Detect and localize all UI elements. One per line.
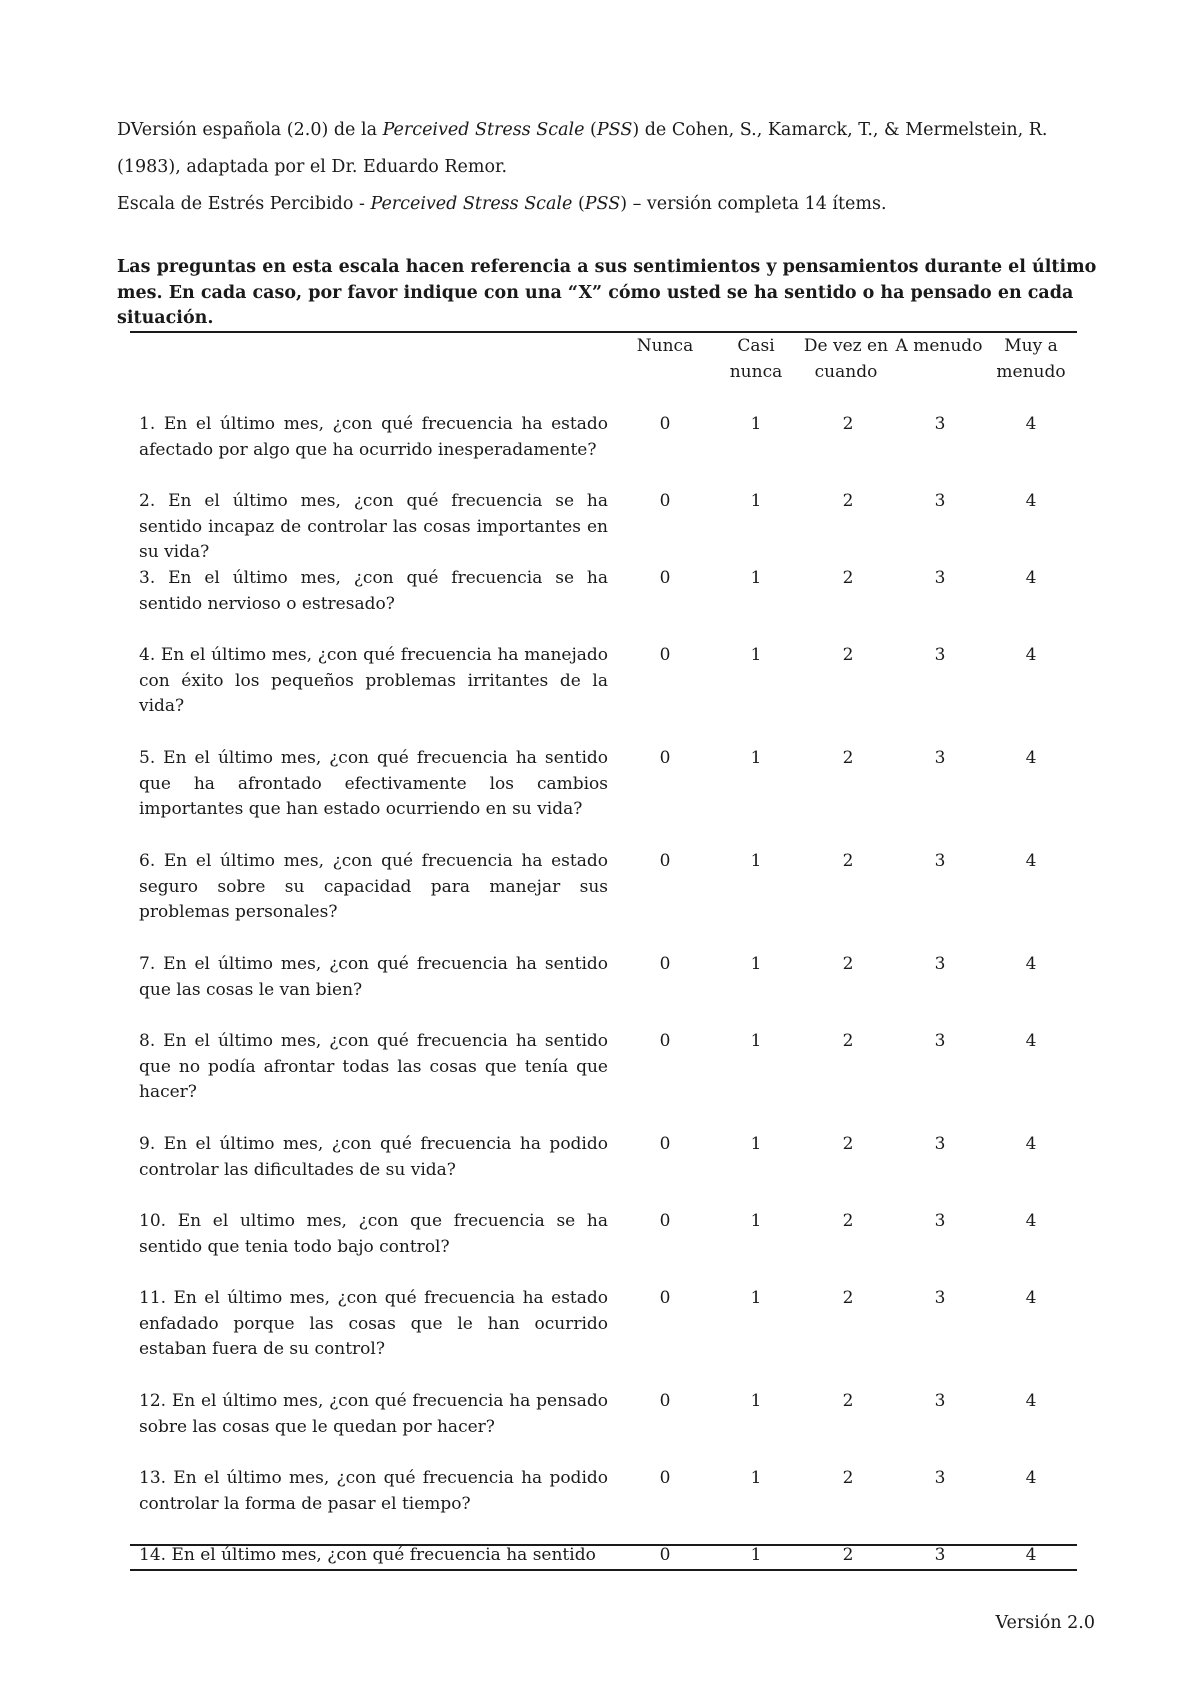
question-4-option-4[interactable]: 4 (1025, 645, 1037, 665)
question-4-option-0[interactable]: 0 (659, 645, 671, 665)
column-header-nunca: Nunca (636, 336, 694, 356)
question-3-option-0[interactable]: 0 (659, 568, 671, 588)
question-13-option-3[interactable]: 3 (934, 1468, 946, 1488)
question-14-text: 14. En el último mes, ¿con qué frecuencia ha sentido (139, 1545, 596, 1565)
question-7-option-4[interactable]: 4 (1025, 954, 1037, 974)
question-13-option-4[interactable]: 4 (1025, 1468, 1037, 1488)
column-header-casi-nunca: Casi nunca (729, 336, 783, 382)
header-text: Escala de Estrés Percibido - (117, 194, 371, 214)
header-text: DVersión española (2.0) de la (117, 120, 383, 140)
question-6-option-3[interactable]: 3 (934, 851, 946, 871)
question-13-option-1[interactable]: 1 (750, 1468, 762, 1488)
question-12-option-2[interactable]: 2 (842, 1391, 854, 1411)
question-10-option-2[interactable]: 2 (842, 1211, 854, 1231)
question-9-option-2[interactable]: 2 (842, 1134, 854, 1154)
header-italic: PSS (596, 120, 633, 140)
question-2-option-1[interactable]: 1 (750, 491, 762, 511)
question-1-text: 1. En el último mes, ¿con qué frecuencia ha estado afectado por algo que ha ocurrido inesperadamente? (139, 414, 608, 460)
question-11-option-4[interactable]: 4 (1025, 1288, 1037, 1308)
question-7-option-1[interactable]: 1 (750, 954, 762, 974)
question-14-option-4[interactable]: 4 (1025, 1545, 1037, 1565)
question-5-text: 5. En el último mes, ¿con qué frecuencia ha sentido que ha afrontado efectivamente los cambios importantes que han estado ocurriendo en su vida? (139, 748, 608, 819)
question-10-text: 10. En el ultimo mes, ¿con que frecuencia se ha sentido que tenia todo bajo control? (139, 1211, 608, 1257)
header-italic: Perceived Stress Scale (370, 194, 573, 214)
header-line-3 (117, 186, 1097, 223)
question-10-option-4[interactable]: 4 (1025, 1211, 1037, 1231)
header-line-1 (117, 112, 1097, 149)
question-12-option-0[interactable]: 0 (659, 1391, 671, 1411)
question-7-text: 7. En el último mes, ¿con qué frecuencia ha sentido que las cosas le van bien? (139, 954, 608, 1000)
question-14-option-1[interactable]: 1 (750, 1545, 762, 1565)
question-2-option-3[interactable]: 3 (934, 491, 946, 511)
question-11-option-2[interactable]: 2 (842, 1288, 854, 1308)
question-12-option-3[interactable]: 3 (934, 1391, 946, 1411)
question-5-option-1[interactable]: 1 (750, 748, 762, 768)
question-4-option-3[interactable]: 3 (934, 645, 946, 665)
question-9-option-4[interactable]: 4 (1025, 1134, 1037, 1154)
header-text: ) de Cohen, S., Kamarck, T., & Mermelstein, R. (632, 120, 1048, 140)
header-text: ) – versión completa 14 ítems. (620, 194, 887, 214)
question-8-option-3[interactable]: 3 (934, 1031, 946, 1051)
question-5-option-4[interactable]: 4 (1025, 748, 1037, 768)
question-14-option-2[interactable]: 2 (842, 1545, 854, 1565)
header-text: ( (572, 194, 585, 214)
question-9-option-0[interactable]: 0 (659, 1134, 671, 1154)
question-12-option-4[interactable]: 4 (1025, 1391, 1037, 1411)
header-text: ( (584, 120, 597, 140)
question-1-option-2[interactable]: 2 (842, 414, 854, 434)
question-3-text: 3. En el último mes, ¿con qué frecuencia se ha sentido nervioso o estresado? (139, 568, 608, 614)
question-4-option-1[interactable]: 1 (750, 645, 762, 665)
question-11-text: 11. En el último mes, ¿con qué frecuencia ha estado enfadado porque las cosas que le han ocurrido estaban fuera de su control? (139, 1288, 608, 1359)
question-2-option-0[interactable]: 0 (659, 491, 671, 511)
column-header-muy-a-menudo: Muy a menudo (996, 336, 1066, 382)
question-9-option-1[interactable]: 1 (750, 1134, 762, 1154)
question-5-option-3[interactable]: 3 (934, 748, 946, 768)
document-header (117, 112, 1097, 223)
question-6-text: 6. En el último mes, ¿con qué frecuencia ha estado seguro sobre su capacidad para manejar sus problemas personales? (139, 851, 608, 922)
table-bottom-rule (130, 1569, 1077, 1571)
question-9-option-3[interactable]: 3 (934, 1134, 946, 1154)
question-7-option-0[interactable]: 0 (659, 954, 671, 974)
instructions: Las preguntas en esta escala hacen referencia a sus sentimientos y pensamientos durante el último mes. En cada caso, por favor indique con una “X” cómo usted se ha sentido o ha pensado en cada situación. (117, 257, 1097, 328)
question-7-option-2[interactable]: 2 (842, 954, 854, 974)
question-1-option-3[interactable]: 3 (934, 414, 946, 434)
question-8-option-2[interactable]: 2 (842, 1031, 854, 1051)
question-3-option-4[interactable]: 4 (1025, 568, 1037, 588)
question-9-text: 9. En el último mes, ¿con qué frecuencia ha podido controlar las dificultades de su vida? (139, 1134, 608, 1180)
question-13-text: 13. En el último mes, ¿con qué frecuencia ha podido controlar la forma de pasar el tiempo? (139, 1468, 608, 1514)
question-3-option-3[interactable]: 3 (934, 568, 946, 588)
question-11-option-1[interactable]: 1 (750, 1288, 762, 1308)
question-12-option-1[interactable]: 1 (750, 1391, 762, 1411)
header-italic: Perceived Stress Scale (382, 120, 585, 140)
question-10-option-3[interactable]: 3 (934, 1211, 946, 1231)
question-13-option-2[interactable]: 2 (842, 1468, 854, 1488)
question-10-option-0[interactable]: 0 (659, 1211, 671, 1231)
question-6-option-2[interactable]: 2 (842, 851, 854, 871)
question-8-option-4[interactable]: 4 (1025, 1031, 1037, 1051)
question-8-text: 8. En el último mes, ¿con qué frecuencia ha sentido que no podía afrontar todas las cosas que tenía que hacer? (139, 1031, 608, 1102)
question-14-option-0[interactable]: 0 (659, 1545, 671, 1565)
column-header-a-menudo: A menudo (895, 336, 983, 356)
question-4-text: 4. En el último mes, ¿con qué frecuencia ha manejado con éxito los pequeños problemas irritantes de la vida? (139, 645, 608, 716)
question-3-option-2[interactable]: 2 (842, 568, 854, 588)
question-13-option-0[interactable]: 0 (659, 1468, 671, 1488)
question-3-option-1[interactable]: 1 (750, 568, 762, 588)
question-6-option-4[interactable]: 4 (1025, 851, 1037, 871)
question-10-option-1[interactable]: 1 (750, 1211, 762, 1231)
column-header-de-vez-en-cuando: De vez en cuando (803, 336, 889, 382)
question-4-option-2[interactable]: 2 (842, 645, 854, 665)
question-11-option-3[interactable]: 3 (934, 1288, 946, 1308)
question-8-option-0[interactable]: 0 (659, 1031, 671, 1051)
question-6-option-1[interactable]: 1 (750, 851, 762, 871)
question-7-option-3[interactable]: 3 (934, 954, 946, 974)
version-footer: Versión 2.0 (995, 1613, 1095, 1633)
question-1-option-4[interactable]: 4 (1025, 414, 1037, 434)
header-line-2: (1983), adaptada por el Dr. Eduardo Remor. (117, 157, 508, 177)
question-8-option-1[interactable]: 1 (750, 1031, 762, 1051)
question-14-option-3[interactable]: 3 (934, 1545, 946, 1565)
row-14-top-rule (130, 1544, 1077, 1546)
header-italic: PSS (584, 194, 621, 214)
question-12-text: 12. En el último mes, ¿con qué frecuencia ha pensado sobre las cosas que le quedan por hacer? (139, 1391, 608, 1437)
question-2-text: 2. En el último mes, ¿con qué frecuencia se ha sentido incapaz de controlar las cosas importantes en su vida? (139, 491, 608, 562)
question-1-option-0[interactable]: 0 (659, 414, 671, 434)
question-5-option-2[interactable]: 2 (842, 748, 854, 768)
question-6-option-0[interactable]: 0 (659, 851, 671, 871)
question-2-option-4[interactable]: 4 (1025, 491, 1037, 511)
question-2-option-2[interactable]: 2 (842, 491, 854, 511)
question-1-option-1[interactable]: 1 (750, 414, 762, 434)
question-5-option-0[interactable]: 0 (659, 748, 671, 768)
question-11-option-0[interactable]: 0 (659, 1288, 671, 1308)
